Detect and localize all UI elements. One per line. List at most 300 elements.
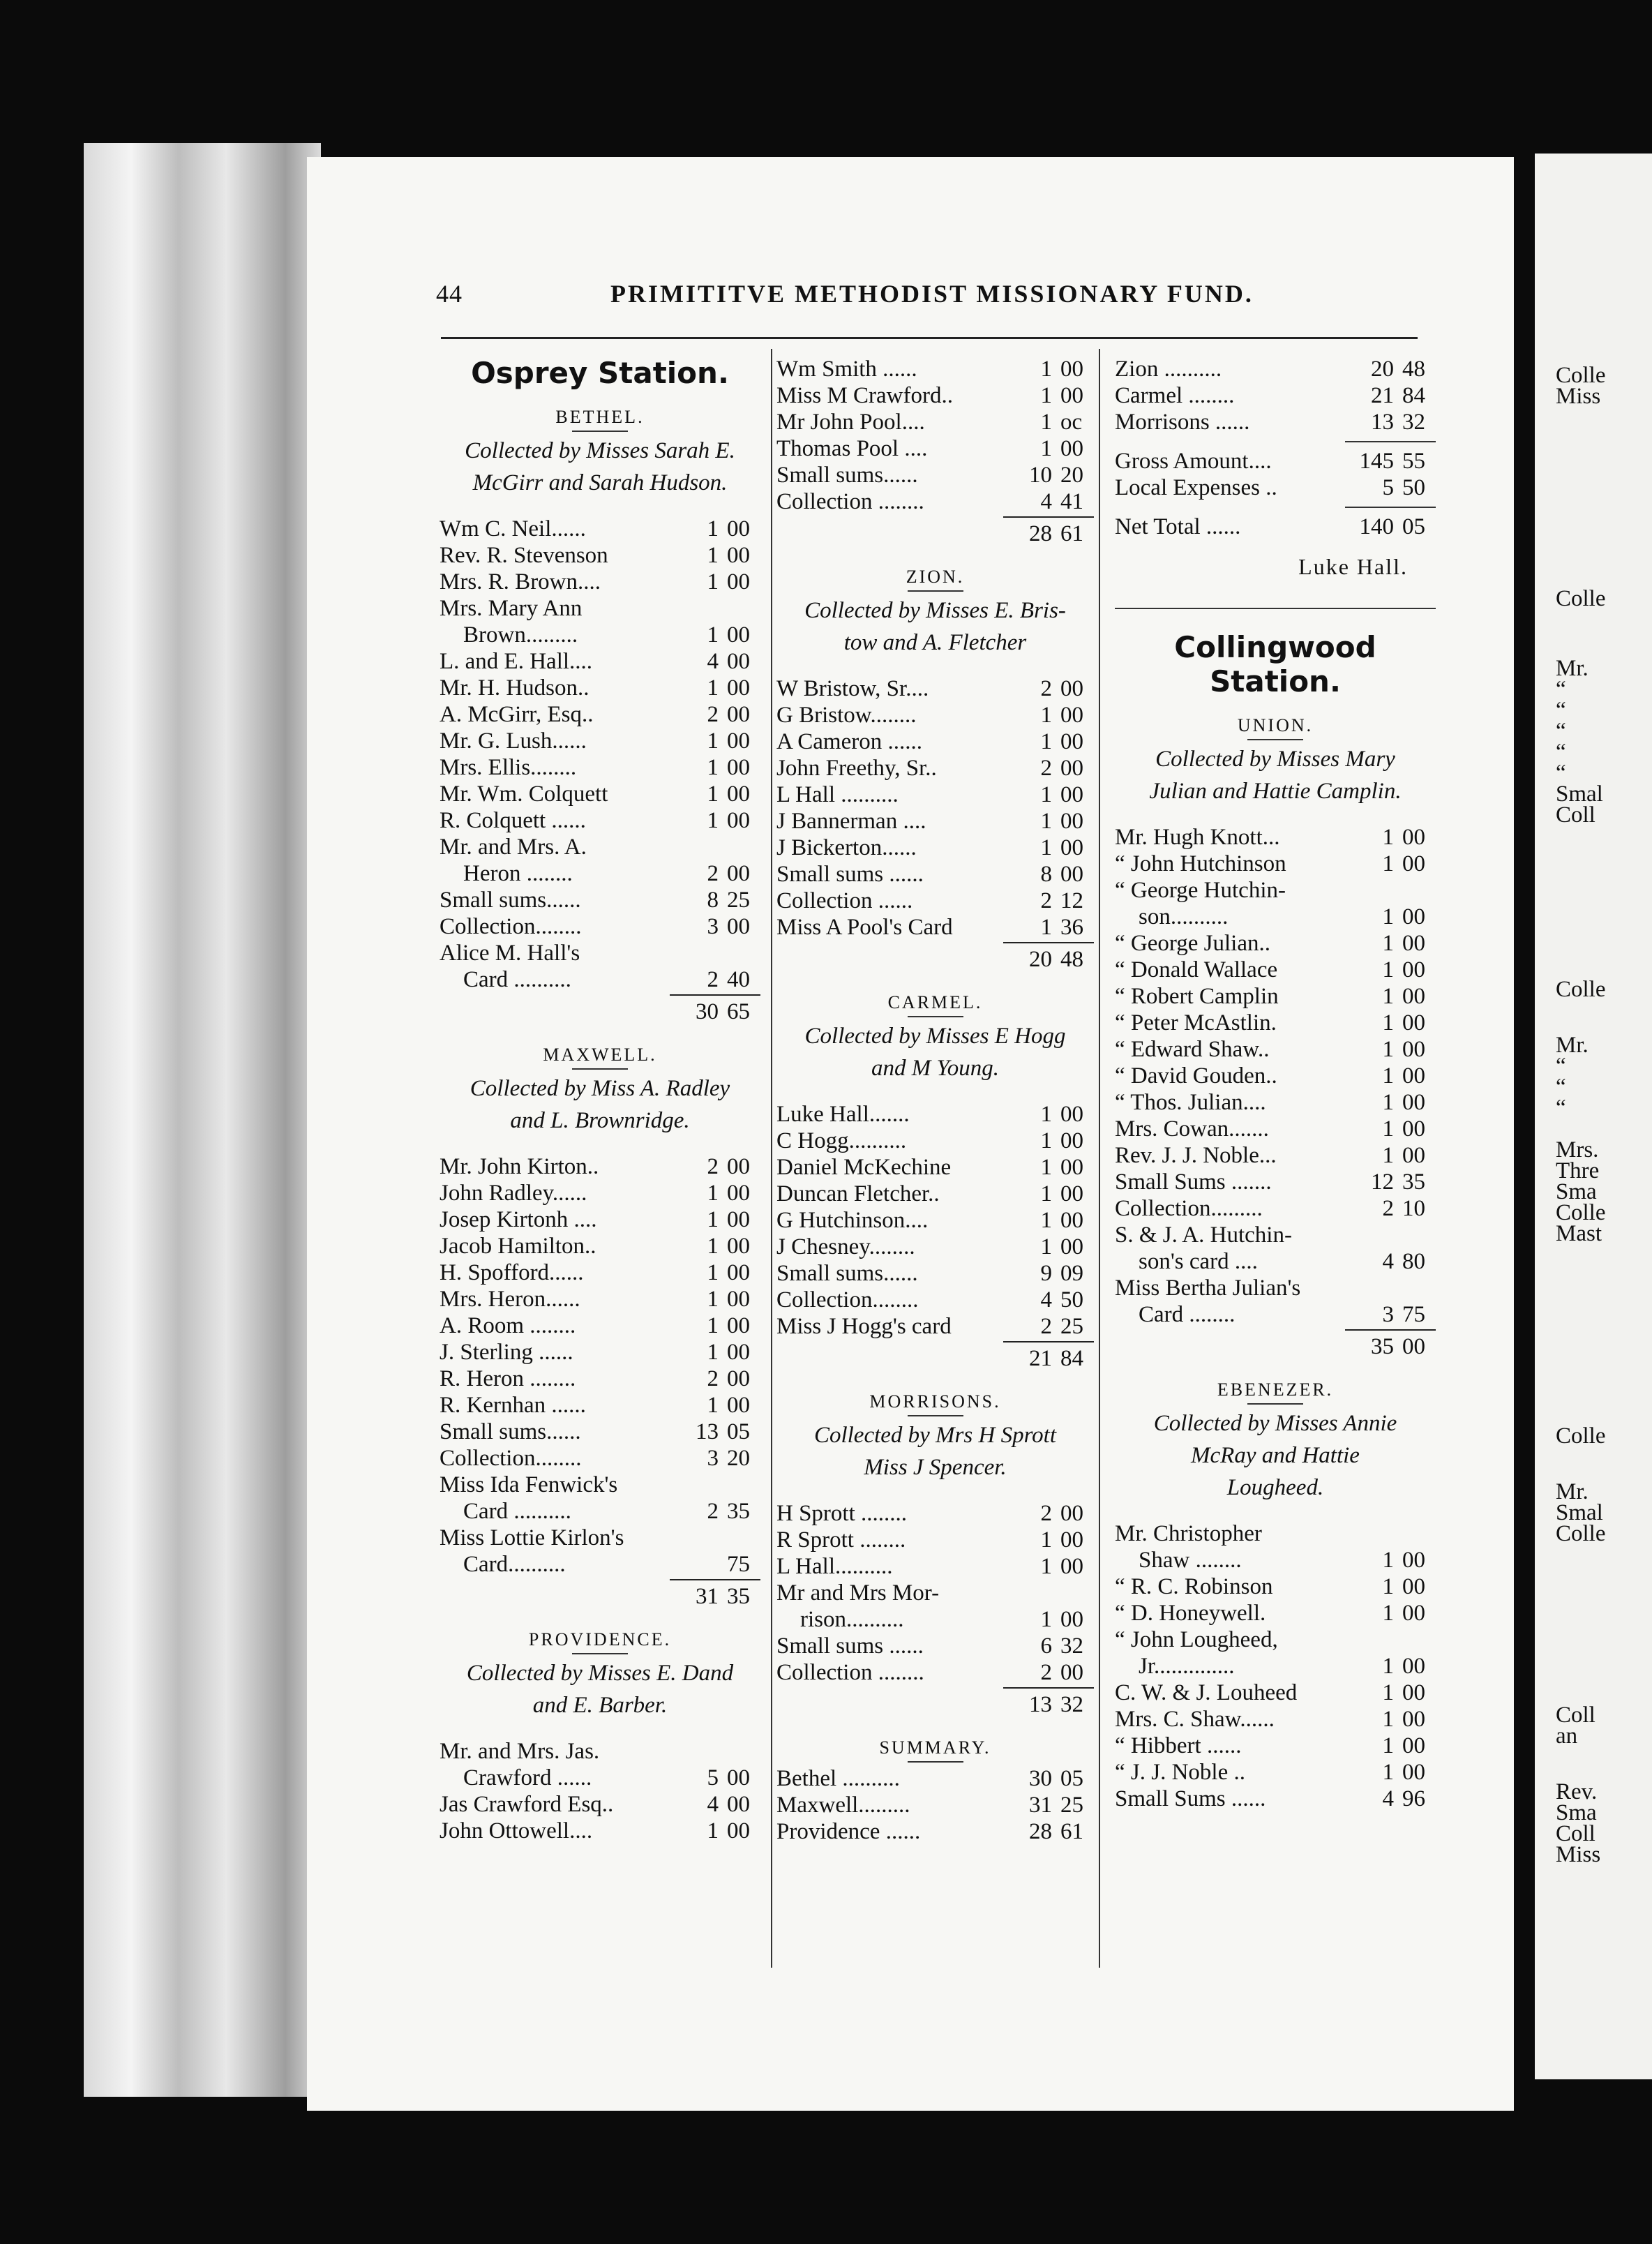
entry-cents: 00 [1402,1654,1425,1679]
entry-cents: 32 [1060,1633,1083,1659]
entry-cents: 00 [727,649,750,674]
entry-name: Josep Kirtonh .... [440,1207,597,1232]
entry-dollars: 8 [1040,862,1052,887]
entry-dollars: 1 [1382,904,1394,929]
ledger-row [776,1287,1094,1313]
entry-dollars: 145 [1359,449,1394,474]
entry-cents: 41 [1060,489,1083,514]
entry-name: Wm C. Neil...... [440,516,586,541]
entry-dollars: 2 [1040,1501,1052,1526]
ledger-row [440,1445,760,1472]
entry-name: John Freethy, Sr.. [776,756,937,781]
entry-name: R. Kernhan ...... [440,1393,586,1418]
ledger-row [1115,382,1436,409]
entry-cents: 00 [1060,676,1083,701]
next-page-text: Miss [1556,1842,1601,1867]
entry-cents: 40 [727,967,750,992]
next-page-text: Mrs. [1556,1137,1599,1162]
next-page-text: “ [1556,1054,1566,1079]
entry-dollars: 13 [696,1419,719,1444]
entry-dollars: 3 [707,914,719,939]
next-page-text: “ [1556,698,1566,723]
ledger-row [1115,1786,1436,1812]
ledger-row [440,781,760,807]
entry-name: Gross Amount.... [1115,449,1272,474]
total-cents: 48 [1060,947,1083,972]
entry-name: “ R. C. Robinson [1115,1574,1273,1599]
spacer [440,1613,760,1629]
ledger-row [440,516,760,542]
entry-name: Wm Smith ...... [776,357,917,382]
entry-name: “ John Hutchinson [1115,851,1286,876]
entry-cents: 00 [1402,1090,1425,1115]
entry-name: Mrs. Cowan....... [1115,1116,1269,1142]
entry-cents: 20 [727,1446,750,1471]
entry-name: Mr. G. Lush...... [440,728,587,754]
next-page-text: Mr. [1556,656,1589,681]
ledger-row [1115,930,1436,957]
section-rule [1115,608,1436,609]
ledger-row [1115,904,1436,930]
total-dollars: 20 [1029,947,1052,972]
entry-cents: 00 [727,1340,750,1365]
entry-cents: 00 [1402,825,1425,850]
entry-cents: 50 [1402,475,1425,500]
next-page-text: an [1556,1723,1578,1749]
ledger-row [776,1792,1094,1818]
collectors-line: McGirr and Sarah Hudson. [472,470,728,495]
entry-cents: 00 [1402,851,1425,876]
column-2 [776,356,1094,1845]
entry-name: Miss Ida Fenwick's [440,1472,618,1497]
entry-name: John Radley...... [440,1181,587,1206]
next-page-text: Colle [1556,363,1606,388]
entry-name: Small sums...... [776,463,918,488]
entry-cents: 05 [1402,514,1425,539]
ledger-row [776,1580,1094,1606]
ledger-row [776,675,1094,702]
entry-cents: 96 [1402,1786,1425,1811]
entry-dollars: 1 [707,675,719,701]
entry-name: Mrs. Mary Ann [440,596,583,621]
ledger-row [440,1419,760,1445]
entry-dollars: 140 [1359,514,1394,539]
entry-dollars: 1 [1382,825,1394,850]
ledger-row [1115,409,1436,435]
entry-dollars: 2 [1040,756,1052,781]
entry-cents: 00 [1060,1128,1083,1153]
entry-dollars: 1 [1040,835,1052,860]
entry-name: Small sums ...... [776,1633,924,1659]
entry-cents: 00 [727,1260,750,1285]
entry-name: Miss J Hogg's card [776,1314,952,1339]
collectors-line: Collected by Misses Sarah E. [465,438,735,463]
entry-dollars: 1 [1040,703,1052,728]
entry-dollars: 1 [1040,1208,1052,1233]
entry-name: Mr. Hugh Knott... [1115,825,1280,850]
entry-name: Small Sums ...... [1115,1786,1266,1811]
ledger-row [440,622,760,648]
ledger-row [440,595,760,622]
entry-dollars: 1 [1382,1037,1394,1062]
ledger-row [440,1392,760,1419]
ledger-row [776,755,1094,781]
spacer [440,1028,760,1045]
entry-name: R Sprott ........ [776,1527,906,1553]
ledger-row [776,1313,1094,1340]
ledger-row [1115,1573,1436,1600]
entry-name: Mrs. R. Brown.... [440,569,601,594]
ledger-row [1115,1063,1436,1089]
entry-dollars: 2 [1382,1196,1394,1221]
entry-dollars: 9 [1040,1261,1052,1286]
next-page-text: Colle [1556,586,1606,611]
spacer [440,1137,760,1153]
ledger-row [1115,514,1436,540]
total-cents: 35 [727,1584,750,1609]
column-3 [1115,356,1436,1812]
heading-rule [572,1653,628,1654]
entry-cents: 00 [727,1393,750,1418]
ledger-row [440,1525,760,1551]
entry-cents: 00 [727,755,750,780]
subsection-heading: SUMMARY. [879,1737,991,1758]
next-page-text: “ [1556,677,1566,702]
entry-name: Jas Crawford Esq.. [440,1792,614,1817]
ledger-row [1115,1116,1436,1142]
subsection-heading: ZION. [906,567,965,587]
heading-rule [908,590,963,592]
entry-name: Card ........ [1139,1302,1236,1327]
entry-name: Local Expenses .. [1115,475,1277,500]
ledger-row [1115,1248,1436,1275]
entry-name: Providence ...... [776,1819,921,1844]
entry-cents: 00 [1402,1548,1425,1573]
entry-name: Shaw ........ [1139,1548,1242,1573]
entry-dollars: 1 [707,1340,719,1365]
collectors-line: and E. Barber. [532,1693,668,1718]
entry-cents: 00 [727,543,750,568]
ledger-row [776,1633,1094,1659]
entry-name: Collection........ [440,1446,582,1471]
next-page-text: Coll [1556,1703,1595,1728]
entry-name: Mrs. C. Shaw...... [1115,1707,1275,1732]
entry-cents: 00 [1060,1501,1083,1526]
entry-name: “ Hibbert ...... [1115,1733,1242,1758]
book-page-edges [84,143,321,2097]
spacer [1115,807,1436,824]
ledger-row [776,382,1094,409]
entry-cents: 00 [1060,1155,1083,1180]
entry-name: “ David Gouden.. [1115,1063,1277,1089]
entry-cents: 00 [727,1154,750,1179]
entry-dollars: 4 [707,1792,719,1817]
entry-cents: 00 [1402,1680,1425,1705]
entry-name: son's card .... [1139,1249,1258,1274]
total-row [1115,1328,1436,1363]
entry-dollars: 1 [707,1207,719,1232]
ledger-row [440,1366,760,1392]
total-rule [670,994,760,996]
entry-cents: 00 [1060,1554,1083,1579]
entry-cents: 55 [1402,449,1425,474]
entry-name: Jr.............. [1139,1654,1235,1679]
entry-dollars: 1 [1040,809,1052,834]
total-row [440,993,760,1028]
ledger-row [1115,474,1436,501]
spacer [776,659,1094,675]
entry-name: “ John Lougheed, [1115,1627,1278,1652]
total-dollars: 13 [1029,1692,1052,1717]
entry-cents: 48 [1402,357,1425,382]
ledger-row [440,1818,760,1844]
entry-dollars: 1 [1382,957,1394,982]
entry-name: Card .......... [463,1499,571,1524]
ledger-row [1115,356,1436,382]
entry-cents: 75 [1402,1302,1425,1327]
entry-cents: 00 [1402,1010,1425,1035]
heading-rule [572,1068,628,1070]
entry-dollars: 2 [1040,1660,1052,1685]
ledger-row [440,913,760,940]
total-rule [1003,1687,1094,1689]
ledger-row [1115,1036,1436,1063]
entry-cents: 00 [1060,809,1083,834]
entry-dollars: 1 [1040,1128,1052,1153]
entry-cents: 00 [1402,1574,1425,1599]
entry-dollars: 5 [1382,475,1394,500]
entry-cents: 75 [727,1552,750,1577]
entry-dollars: 1 [1382,984,1394,1009]
entry-dollars: 1 [1040,410,1052,435]
entry-dollars: 4 [1040,1287,1052,1312]
entry-dollars: 1 [707,543,719,568]
entry-name: Small sums...... [440,888,581,913]
entry-name: Mr. Christopher [1115,1521,1262,1546]
next-page-text: Rev. [1556,1779,1598,1804]
ledger-row [776,1659,1094,1686]
entry-name: Miss Bertha Julian's [1115,1276,1301,1301]
column-1 [440,356,760,1844]
ledger-row [440,701,760,728]
entry-dollars: 1 [707,1234,719,1259]
ledger-row [1115,1195,1436,1222]
ledger-row [440,1339,760,1366]
total-dollars: 35 [1371,1334,1394,1359]
next-page-text: Mr. [1556,1479,1589,1504]
total-row [440,1578,760,1613]
entry-dollars: 1 [1040,1607,1052,1632]
entry-dollars: 2 [707,702,719,727]
entry-dollars: 1 [707,1181,719,1206]
entry-dollars: 2 [1040,676,1052,701]
entry-cents: 84 [1402,383,1425,408]
subsection-heading: UNION. [1237,715,1314,735]
entry-name: “ J. J. Noble .. [1115,1760,1245,1785]
entry-name: Maxwell......... [776,1793,910,1818]
ledger-row [440,1286,760,1312]
ledger-row [776,835,1094,861]
spacer [440,499,760,516]
collectors-line: Collected by Misses E. Bris- [804,598,1066,623]
entry-dollars: 1 [707,1393,719,1418]
ledger-row [440,940,760,966]
entry-name: L Hall.......... [776,1554,893,1579]
next-page-text: Smal [1556,1500,1603,1525]
ledger-row [1115,1301,1436,1328]
ledger-row [776,702,1094,728]
spacer [776,550,1094,567]
entry-cents: 09 [1060,1261,1083,1286]
next-page-text: “ [1556,761,1566,786]
collectors-line: and L. Brownridge. [510,1108,690,1133]
entry-cents: 00 [1060,862,1083,887]
entry-dollars: 1 [1382,851,1394,876]
entry-name: Thomas Pool .... [776,436,928,461]
heading-rule [1247,1403,1303,1405]
spacer [776,1375,1094,1391]
entry-name: Mr. and Mrs. Jas. [440,1739,600,1764]
entry-dollars: 31 [1029,1793,1052,1818]
ledger-row [440,887,760,913]
ledger-row [1115,851,1436,877]
entry-dollars: 1 [1382,1654,1394,1679]
ledger-row [1115,448,1436,474]
entry-cents: 00 [727,1765,750,1790]
page-title: PRIMITITVE METHODIST MISSIONARY FUND. [610,280,1254,308]
entry-dollars: 1 [1040,436,1052,461]
entry-name: Collection......... [1115,1196,1263,1221]
entry-cents: 25 [1060,1793,1083,1818]
entry-name: Crawford ...... [463,1765,592,1790]
total-row [776,1340,1094,1375]
entry-cents: 00 [727,702,750,727]
entry-cents: 00 [1402,1733,1425,1758]
next-page-text: Smal [1556,781,1603,807]
total-cents: 00 [1402,1334,1425,1359]
entry-dollars: 1 [1382,1707,1394,1732]
ledger-row [1115,1600,1436,1626]
entry-name: C Hogg.......... [776,1128,907,1153]
next-page-text: Coll [1556,1821,1595,1846]
entry-name: Collection ........ [776,489,924,514]
ledger-row [440,675,760,701]
entry-name: Miss A Pool's Card [776,915,953,940]
ledger-row [776,1818,1094,1845]
entry-name: J Bannerman .... [776,809,926,834]
entry-cents: 00 [727,1313,750,1338]
entry-dollars: 1 [1382,1760,1394,1785]
entry-dollars: 4 [1382,1786,1394,1811]
ledger-row [776,888,1094,914]
entry-cents: 36 [1060,915,1083,940]
total-dollars: 30 [696,999,719,1024]
ledger-row [776,728,1094,755]
entry-dollars: 1 [1040,729,1052,754]
ledger-row [440,860,760,887]
entry-name: rison.......... [800,1607,904,1632]
entry-cents: 00 [727,1366,750,1391]
ledger-row [440,1551,760,1578]
next-page-text: Colle [1556,977,1606,1002]
entry-cents: 00 [1060,835,1083,860]
entry-dollars: 2 [707,1154,719,1179]
total-row [776,515,1094,550]
entry-cents: 00 [1060,1208,1083,1233]
spacer [1115,698,1436,715]
entry-name: Luke Hall....... [776,1102,910,1127]
entry-name: Collection........ [440,914,582,939]
entry-cents: 00 [727,781,750,807]
entry-name: Duncan Fletcher.. [776,1181,940,1206]
entry-dollars: 2 [707,1366,719,1391]
entry-cents: 25 [727,888,750,913]
ledger-row [776,409,1094,435]
ledger-row [776,488,1094,515]
entry-cents: 00 [727,1818,750,1843]
entry-dollars: 1 [707,1818,719,1843]
total-rule [1003,516,1094,518]
entry-dollars: 1 [707,1287,719,1312]
entry-dollars: 1 [1382,1601,1394,1626]
entry-name: R. Colquett ...... [440,808,586,833]
next-page-text: Mast [1556,1221,1602,1246]
entry-name: Brown......... [463,622,578,648]
entry-cents: 00 [1402,1037,1425,1062]
entry-name: Rev. J. J. Noble... [1115,1143,1277,1168]
total-rule [1003,942,1094,943]
ledger-row [1115,1222,1436,1248]
subsection-heading: CARMEL. [887,992,983,1012]
ledger-row [776,781,1094,808]
entry-name: G Hutchinson.... [776,1208,929,1233]
ledger-row [776,435,1094,462]
ledger-row [1115,1653,1436,1680]
ledger-row [776,914,1094,941]
entry-dollars: 1 [707,516,719,541]
ledger-row [440,1206,760,1233]
collectors-line: Collected by Mrs H Sprott [813,1423,1057,1448]
entry-cents: 10 [1402,1196,1425,1221]
entry-name: Morrisons ...... [1115,410,1250,435]
entry-dollars: 20 [1371,357,1394,382]
entry-name: Mrs. Ellis........ [440,755,577,780]
spacer [776,975,1094,992]
ledger-row [776,808,1094,835]
entry-dollars: 1 [707,808,719,833]
entry-name: “ Peter McAstlin. [1115,1010,1277,1035]
entry-dollars: 1 [707,569,719,594]
entry-name: J. Sterling ...... [440,1340,573,1365]
ledger-row [440,1472,760,1498]
entry-cents: 00 [1060,1234,1083,1259]
next-page-text: Colle [1556,1423,1606,1449]
entry-cents: 00 [1402,1143,1425,1168]
next-page-text: “ [1556,1095,1566,1121]
entry-dollars: 1 [1382,1680,1394,1705]
entry-cents: 32 [1402,410,1425,435]
entry-dollars: 1 [1382,931,1394,956]
entry-cents: 61 [1060,1819,1083,1844]
entry-name: Small Sums ....... [1115,1169,1272,1195]
entry-dollars: 13 [1371,410,1394,435]
spacer [440,1721,760,1738]
collectors-line: tow and A. Fletcher [843,630,1027,655]
ledger-row [776,1207,1094,1234]
subsection-heading: PROVIDENCE. [528,1629,672,1650]
entry-dollars: 1 [1382,1733,1394,1758]
entry-name: Mr John Pool.... [776,410,925,435]
